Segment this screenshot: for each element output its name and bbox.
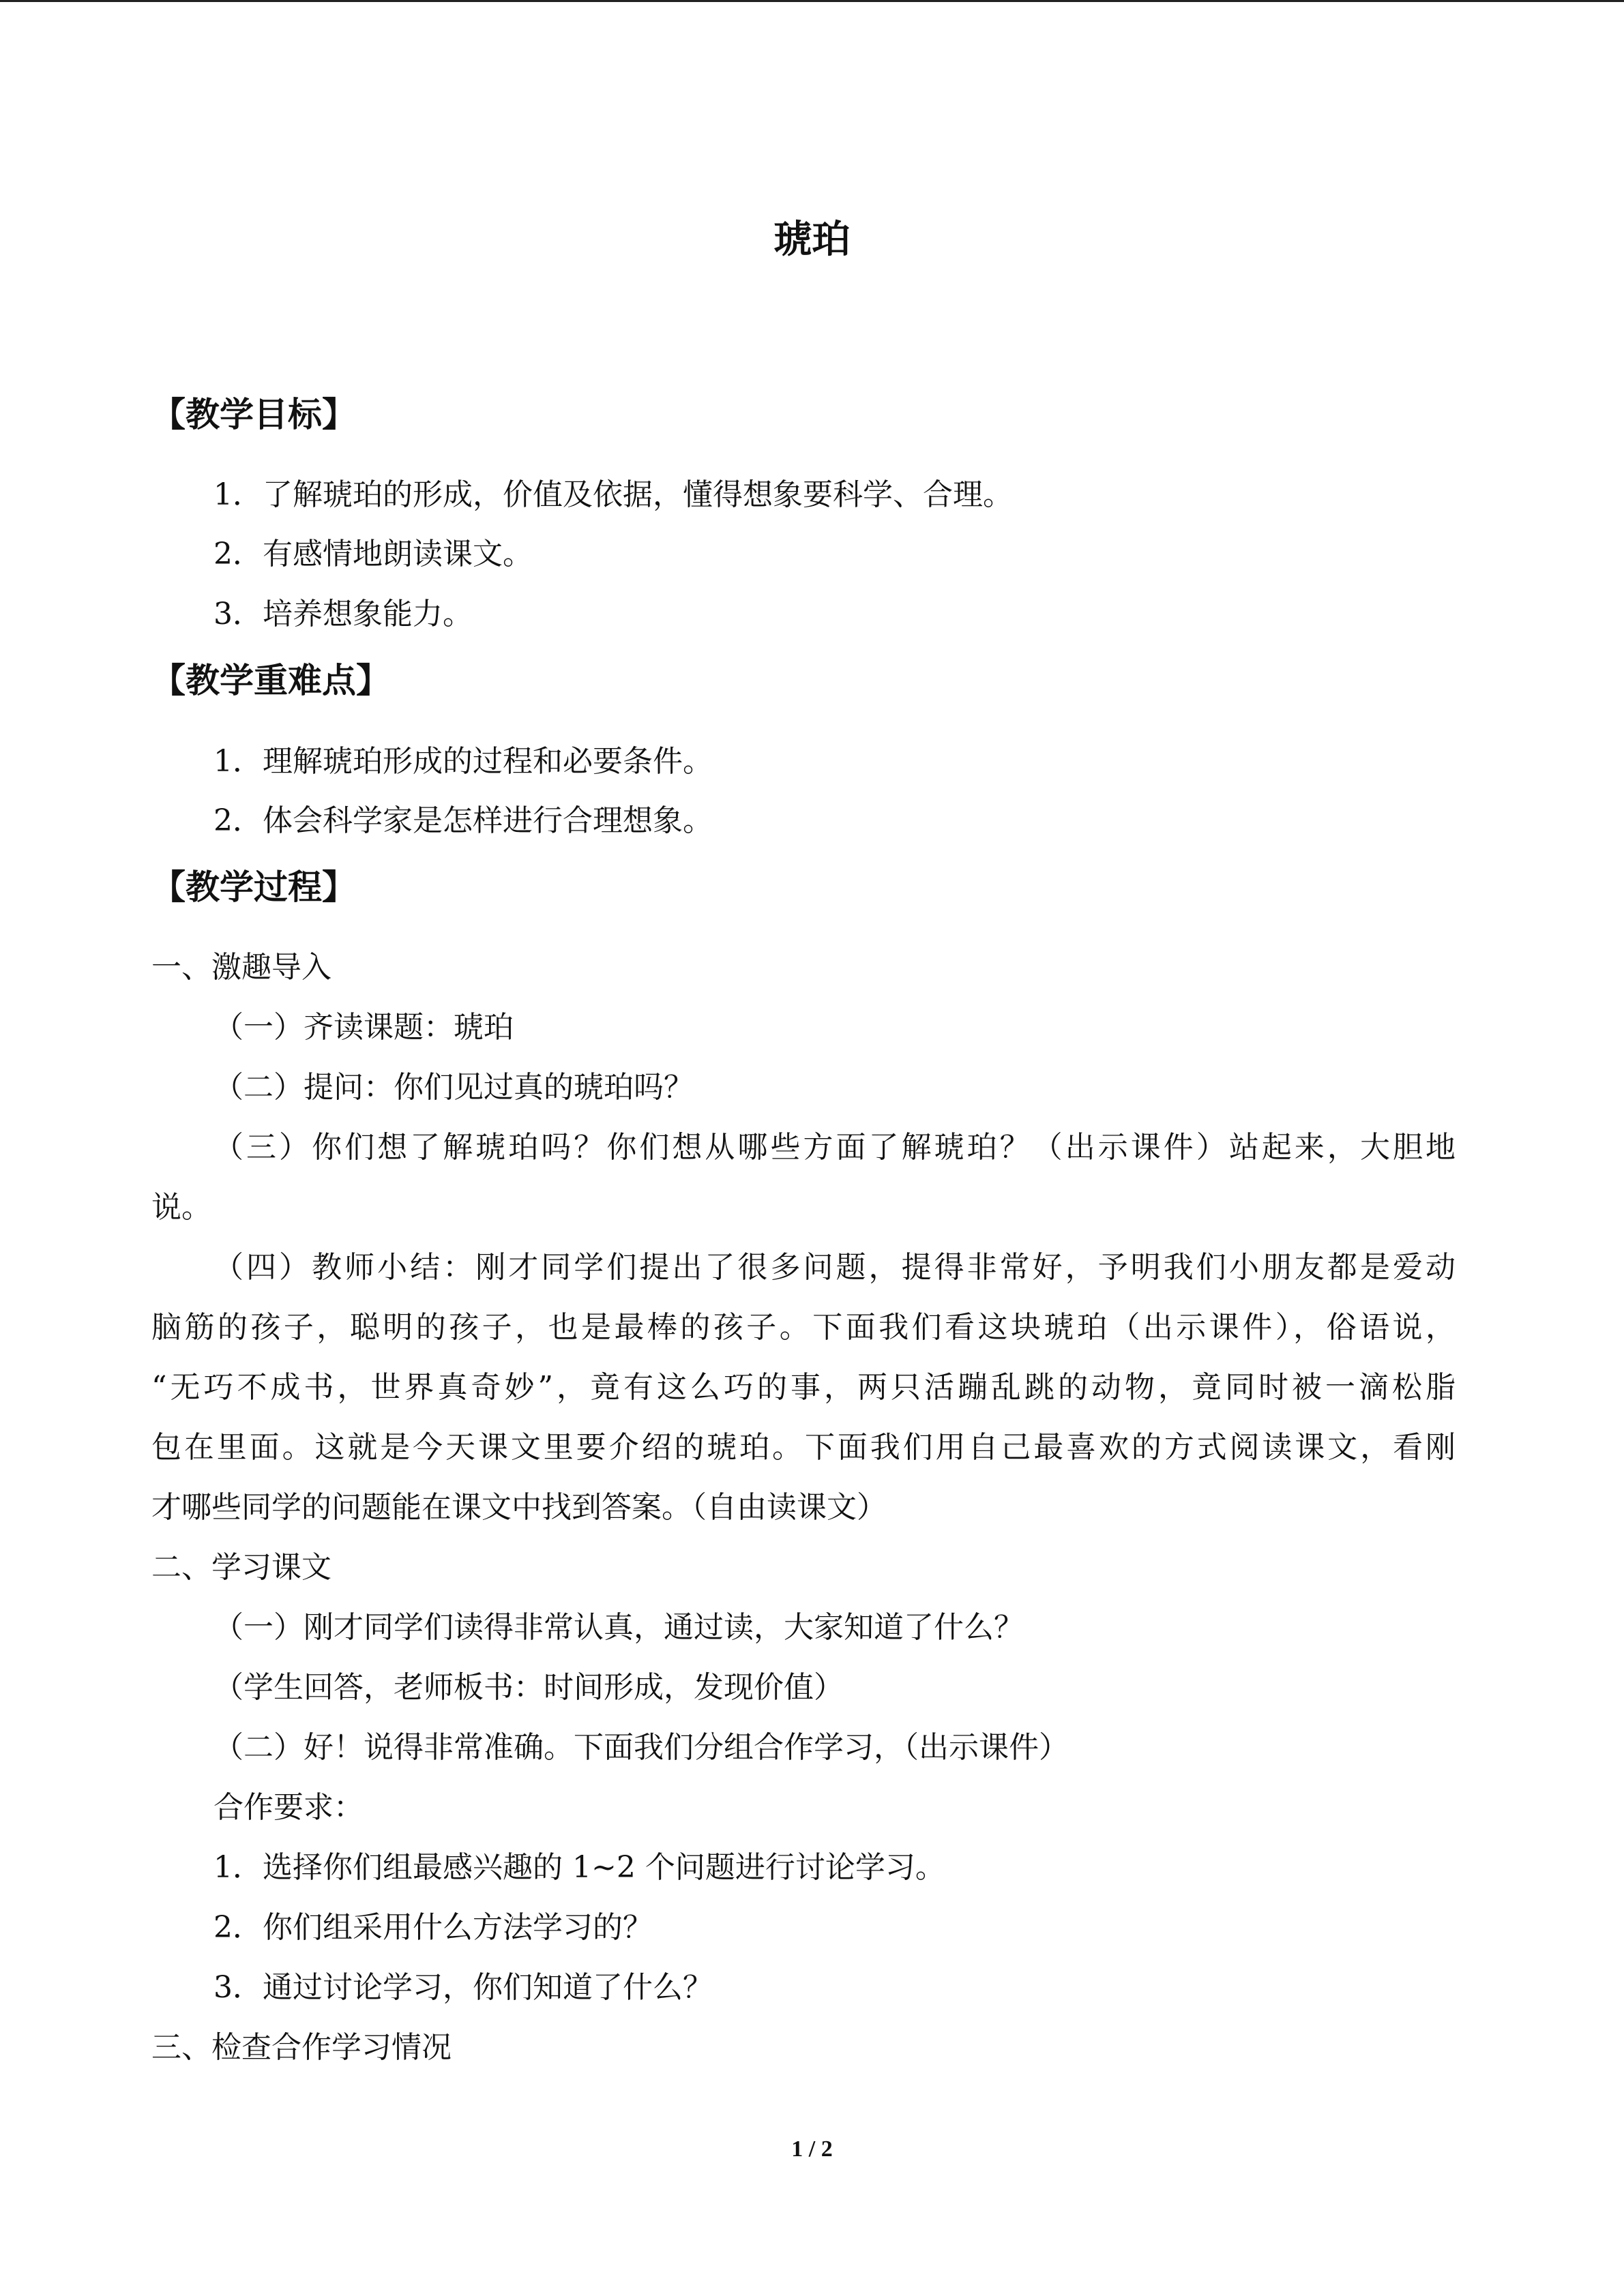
key-point-item-1: 1．理解琥珀形成的过程和必要条件。 — [213, 744, 713, 779]
part1-title: 一、激趣导入 — [151, 950, 331, 985]
part1-paragraph-4-line-3: “无巧不成书，世界真奇妙”，竟有这么巧的事，两只活蹦乱跳的动物，竟同时被一滴松脂 — [151, 1370, 1456, 1405]
document-title: 琥珀 — [773, 218, 851, 262]
top-border — [0, 0, 1624, 2]
part2-paragraph-3: （二）好！说得非常准确。下面我们分组合作学习，（出示课件） — [213, 1730, 1069, 1765]
part2-title: 二、学习课文 — [151, 1550, 331, 1585]
heading-process: 【教学过程】 — [151, 867, 356, 907]
part3-title: 三、检查合作学习情况 — [151, 2030, 452, 2065]
key-point-item-2: 2．体会科学家是怎样进行合理想象。 — [213, 803, 713, 838]
objective-item-3: 3．培养想象能力。 — [213, 597, 473, 631]
part1-paragraph-1: （一）齐读课题：琥珀 — [213, 1010, 514, 1045]
part1-paragraph-4-line-5: 才哪些同学的问题能在课文中找到答案。（自由读课文） — [151, 1490, 887, 1525]
part1-paragraph-4-line-2: 脑筋的孩子，聪明的孩子，也是最棒的孩子。下面我们看这块琥珀（出示课件），俗语说， — [151, 1310, 1456, 1345]
part2-requirement-3: 3．通过讨论学习，你们知道了什么？ — [213, 1970, 713, 2005]
objective-item-1: 1．了解琥珀的形成，价值及依据，懂得想象要科学、合理。 — [213, 477, 1013, 512]
objective-item-2: 2．有感情地朗读课文。 — [213, 537, 533, 571]
heading-key-points: 【教学重难点】 — [151, 661, 390, 700]
part1-paragraph-3-line-2: 说。 — [151, 1190, 211, 1225]
part2-requirement-1: 1．选择你们组最感兴趣的 1~2 个问题进行讨论学习。 — [213, 1850, 945, 1885]
part1-paragraph-3-line-1: （三）你们想了解琥珀吗？你们想从哪些方面了解琥珀？（出示课件）站起来，大胆地 — [213, 1130, 1456, 1165]
part1-paragraph-4-line-4: 包在里面。这就是今天课文里要介绍的琥珀。下面我们用自己最喜欢的方式阅读课文，看刚 — [151, 1430, 1456, 1465]
part1-paragraph-4-line-1: （四）教师小结：刚才同学们提出了很多问题，提得非常好，予明我们小朋友都是爱动 — [213, 1250, 1456, 1285]
part2-paragraph-1: （一）刚才同学们读得非常认真，通过读，大家知道了什么？ — [213, 1610, 1024, 1645]
part2-paragraph-2: （学生回答，老师板书：时间形成，发现价值） — [213, 1670, 844, 1705]
part1-paragraph-2: （二）提问：你们见过真的琥珀吗？ — [213, 1070, 694, 1105]
heading-objectives: 【教学目标】 — [151, 395, 356, 434]
part2-requirements-label: 合作要求： — [213, 1790, 364, 1825]
part2-requirement-2: 2．你们组采用什么方法学习的？ — [213, 1910, 653, 1945]
page-number: 1 / 2 — [791, 2136, 833, 2162]
